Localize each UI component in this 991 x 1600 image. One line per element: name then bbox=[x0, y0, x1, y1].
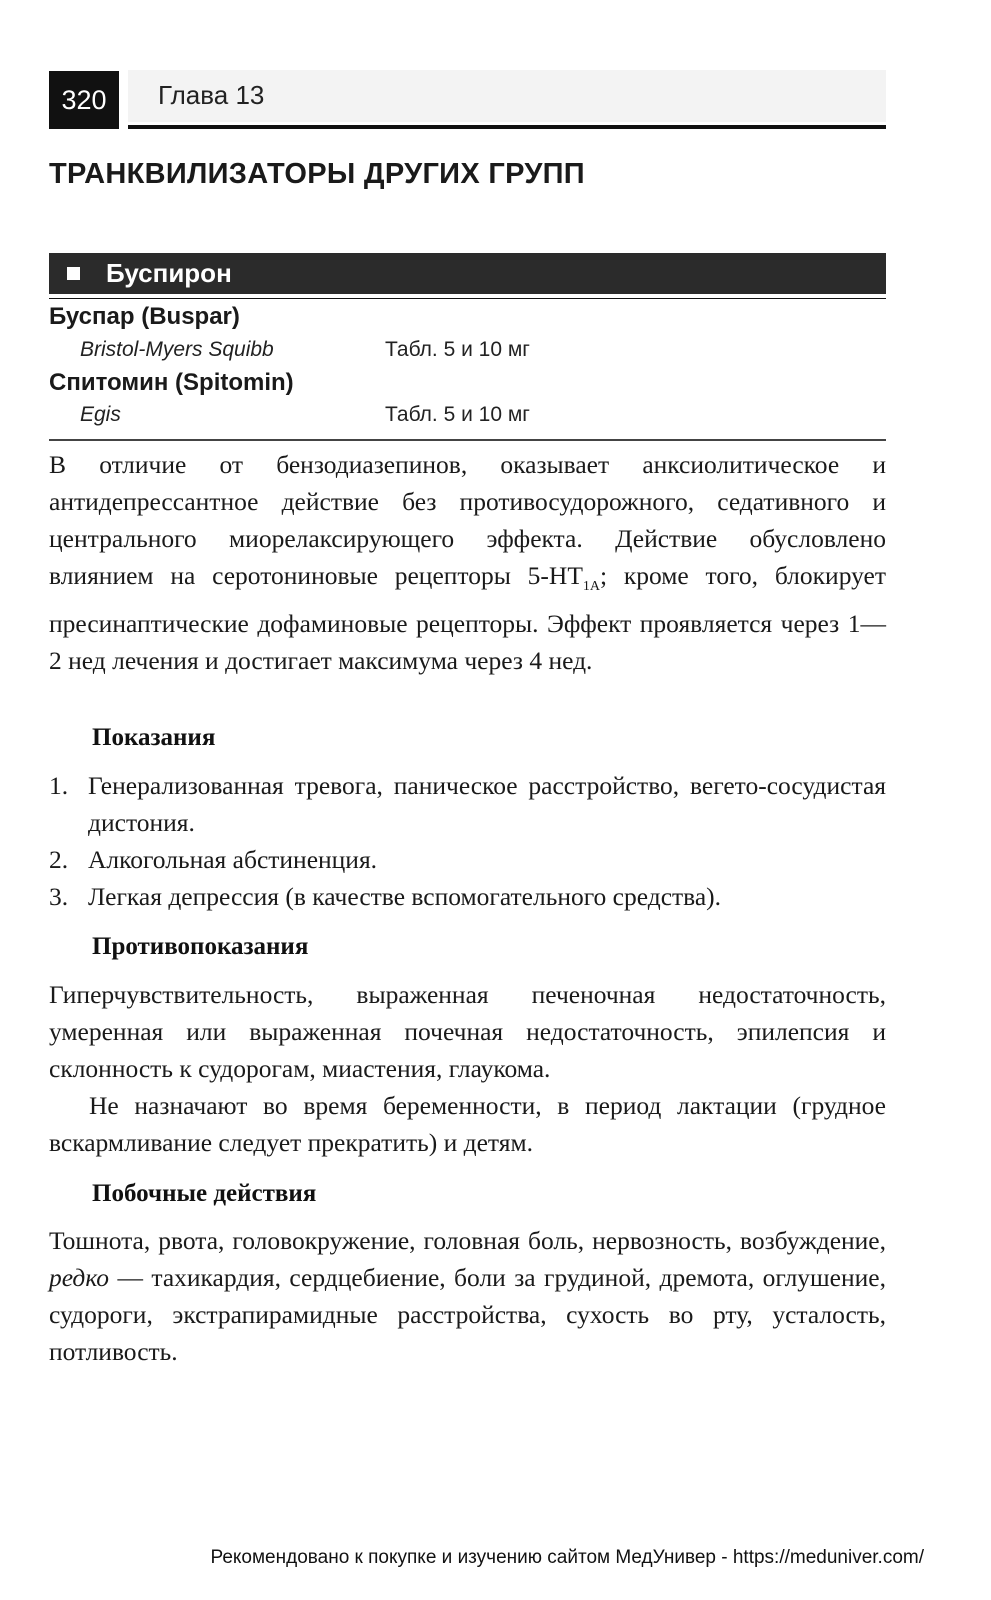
footer-note: Рекомендовано к покупке и изучению сайтом МедУнивер - https://meduniver.com/ bbox=[210, 1547, 924, 1568]
drug-name: Буспар (Buspar) bbox=[49, 303, 240, 330]
subsection-divider bbox=[49, 298, 886, 299]
chapter-label: Глава 13 bbox=[158, 80, 265, 110]
contraindications-text: Гиперчувствительность, выраженная печеночная недостаточность, умеренная или выраженная почечная недостаточность, эпилепсия и склонность к судорогам, миастения, глаукома. bbox=[49, 980, 886, 1083]
indications-heading: Показания bbox=[92, 724, 216, 751]
description-paragraph bbox=[49, 446, 886, 679]
receptor-subscript: 1A bbox=[582, 579, 601, 595]
description-text: ; кроме того, блокирует пресинаптические дофаминовые рецепторы. Эффект проявляется через 1—2 нед лечения и достигает максимума через 4 нед. bbox=[49, 561, 886, 676]
side-effects-paragraph bbox=[49, 1222, 886, 1370]
drug-manufacturer: Egis bbox=[80, 403, 121, 426]
side-effects-italic: редко bbox=[49, 1263, 110, 1292]
header-divider bbox=[128, 125, 886, 129]
list-item-number: 3. bbox=[49, 882, 69, 911]
indications-list bbox=[49, 767, 886, 915]
drug-form: Табл. 5 и 10 мг bbox=[385, 403, 530, 426]
list-item bbox=[49, 841, 886, 878]
list-item-number: 2. bbox=[49, 845, 69, 874]
contraindications-note: Не назначают во время беременности, в период лактации (грудное вскармливание следует прекратить) и детям. bbox=[49, 1091, 886, 1157]
subsection-bar bbox=[49, 253, 886, 294]
side-effects-text: Тошнота, рвота, головокружение, головная боль, нервозность, возбуждение, bbox=[49, 1226, 886, 1255]
drug-manufacturer: Bristol-Myers Squibb bbox=[80, 338, 274, 361]
list-item bbox=[49, 767, 886, 841]
drug-name: Спитомин (Spitomin) bbox=[49, 369, 294, 396]
list-item-text: Алкогольная абстиненция. bbox=[88, 845, 378, 874]
list-item-text: Легкая депрессия (в качестве вспомогательного средства). bbox=[88, 882, 722, 911]
side-effects-heading: Побочные действия bbox=[92, 1180, 317, 1207]
subsection-title: Буспирон bbox=[106, 258, 232, 288]
contraindications-paragraphs bbox=[49, 976, 886, 1161]
description-text: В отличие от бензодиазепинов, оказывает анксиолитическое и антидепрессантное действие без противосудорожного, седативного и центрального миорелаксирующего эффекта. Действие обусловлено влиянием на серотониновые рецепторы 5-HT bbox=[49, 450, 886, 590]
list-item-number: 1. bbox=[49, 771, 69, 800]
side-effects-text: — тахикардия, сердцебиение, боли за грудиной, дремота, оглушение, судороги, экстрапирамидные расстройства, сухость во рту, усталость, потливость. bbox=[49, 1263, 886, 1366]
drug-form: Табл. 5 и 10 мг bbox=[385, 338, 530, 361]
drugs-divider bbox=[49, 439, 886, 441]
page-number: 320 bbox=[49, 71, 119, 129]
contraindications-heading: Противопоказания bbox=[92, 933, 309, 960]
list-item-text: Генерализованная тревога, паническое расстройство, вегето-сосудистая дистония. bbox=[88, 771, 886, 837]
section-title: ТРАНКВИЛИЗАТОРЫ ДРУГИХ ГРУПП bbox=[49, 158, 585, 190]
square-bullet-icon bbox=[67, 267, 80, 280]
list-item bbox=[49, 878, 886, 915]
